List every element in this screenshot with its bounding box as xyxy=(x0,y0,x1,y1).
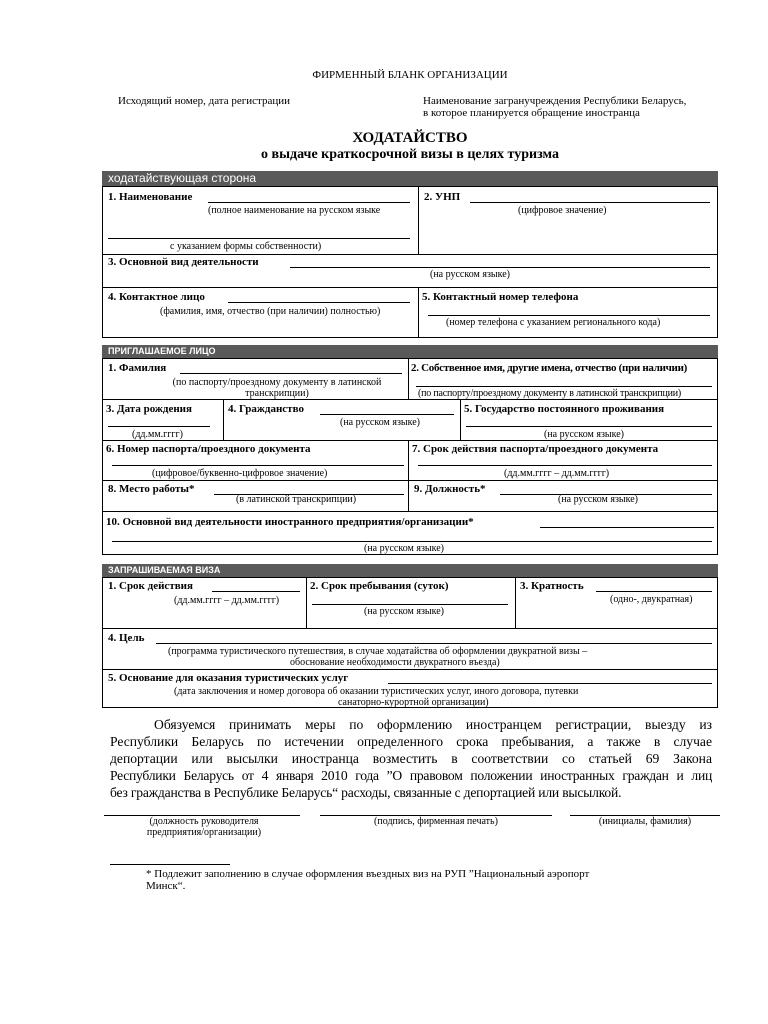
input-line-birth-date[interactable] xyxy=(108,426,210,427)
divider xyxy=(102,440,718,441)
input-line-stay-duration[interactable] xyxy=(312,604,508,605)
hint-multiplicity: (одно-, двукратная) xyxy=(610,594,693,605)
field-label-surname: 1. Фамилия xyxy=(108,362,167,374)
divider xyxy=(460,399,461,440)
field-label-stay-duration: 2. Срок пребывания (суток) xyxy=(310,580,449,592)
divider xyxy=(306,577,307,628)
footnote-line-2: Минск“. xyxy=(146,880,186,892)
divider xyxy=(408,440,409,511)
hint-birth-date: (дд.мм.гггг) xyxy=(132,429,183,440)
input-line-surname[interactable] xyxy=(180,373,402,374)
caption-signature: (подпись, фирменная печать) xyxy=(374,816,498,827)
embassy-label-line2: в которое планируется обращение иностранца xyxy=(423,107,640,119)
field-label-citizenship: 4. Гражданство xyxy=(228,403,304,415)
hint-stay-duration: (на русском языке) xyxy=(364,606,444,617)
commitment-line: Республики Беларусь от 4 января 2010 года ”О правовом положении иностранных граждан и лиц xyxy=(110,768,712,783)
field-label-name: 1. Наименование xyxy=(108,191,193,203)
hint-contact: (фамилия, имя, отчество (при наличии) полностью) xyxy=(160,306,381,317)
commitment-line: без гражданства в Республике Беларусь“ расходы, связанные с депортацией или высылкой. xyxy=(110,785,622,800)
field-label-unp: 2. УНП xyxy=(424,191,461,203)
caption-position-2: предприятия/организации) xyxy=(146,827,262,838)
input-line-passport-validity[interactable] xyxy=(418,465,712,466)
hint-name-2: с указанием формы собственности) xyxy=(170,241,322,252)
footnote-line-1: * Подлежит заполнению в случае оформления въездных виз на РУП ”Национальный аэропорт xyxy=(146,868,590,880)
divider xyxy=(102,628,718,629)
hint-position: (на русском языке) xyxy=(558,494,638,505)
divider xyxy=(408,358,409,399)
field-label-residence: 5. Государство постоянного проживания xyxy=(464,403,665,415)
commitment-line: Республики Беларусь по истечении определенного срока пребывания, а также в случае xyxy=(110,734,712,749)
divider xyxy=(102,399,718,400)
hint-tourist-basis-1: (дата заключения и номер договора об оказании туристических услуг, иного договора, путевки xyxy=(174,686,579,697)
hint-visa-validity: (дд.мм.гггг – дд.мм.гггг) xyxy=(174,595,280,606)
divider xyxy=(418,287,419,338)
input-line-tourist-basis[interactable] xyxy=(388,683,712,684)
hint-given-names: (по паспорту/проездному документу в латинской транскрипции) xyxy=(418,388,682,399)
outgoing-number-label: Исходящий номер, дата регистрации xyxy=(118,95,291,107)
input-line-name[interactable] xyxy=(208,202,410,203)
field-label-given-names: 2. Собственное имя, другие имена, отчество (при наличии) xyxy=(411,362,687,374)
divider xyxy=(102,287,718,288)
divider xyxy=(515,577,516,628)
field-label-purpose: 4. Цель xyxy=(108,632,145,644)
input-line-multiplicity[interactable] xyxy=(596,591,712,592)
input-line-activity[interactable] xyxy=(290,267,710,268)
field-label-workplace: 8. Место работы* xyxy=(108,483,195,495)
letterhead-title: ФИРМЕННЫЙ БЛАНК ОРГАНИЗАЦИИ xyxy=(312,69,508,81)
field-label-passport-validity: 7. Срок действия паспорта/проездного документа xyxy=(412,443,659,455)
hint-activity: (на русском языке) xyxy=(430,269,510,280)
field-label-visa-validity: 1. Срок действия xyxy=(108,580,193,592)
field-label-activity: 3. Основной вид деятельности xyxy=(108,256,259,268)
divider xyxy=(223,399,224,440)
hint-surname-1: (по паспорту/проездному документу в латинской xyxy=(172,377,382,388)
commitment-line: депортации или высылки иностранца возместить в соответствии со статьей 69 Закона xyxy=(110,751,712,766)
caption-position-1: (должность руководителя xyxy=(149,816,259,827)
input-line-passport-number[interactable] xyxy=(112,465,404,466)
hint-passport-validity: (дд.мм.гггг – дд.мм.гггг) xyxy=(504,468,610,479)
divider xyxy=(102,669,718,670)
hint-purpose-2: обоснование необходимости двукратного въезда) xyxy=(290,657,500,668)
input-line-phone[interactable] xyxy=(428,315,710,316)
hint-foreign-activity: (на русском языке) xyxy=(364,543,444,554)
caption-initials: (инициалы, фамилия) xyxy=(598,816,692,827)
hint-citizenship: (на русском языке) xyxy=(340,417,420,428)
embassy-label-line1: Наименование загранучреждения Республики Беларусь, xyxy=(423,95,687,107)
input-line-residence[interactable] xyxy=(466,426,712,427)
input-line-foreign-activity[interactable] xyxy=(540,527,714,528)
hint-passport-number: (цифровое/буквенно-цифровое значение) xyxy=(152,468,328,479)
hint-unp: (цифровое значение) xyxy=(518,205,607,216)
input-line-purpose[interactable] xyxy=(156,643,712,644)
divider xyxy=(102,254,718,255)
divider xyxy=(418,186,419,254)
input-line-given-names[interactable] xyxy=(416,386,712,387)
footnote-separator xyxy=(110,864,230,865)
field-label-contact: 4. Контактное лицо xyxy=(108,291,205,303)
field-label-position: 9. Должность* xyxy=(414,483,486,495)
input-line-citizenship[interactable] xyxy=(320,414,454,415)
document-subtitle: о выдаче краткосрочной визы в целях туризма xyxy=(261,147,559,162)
input-line-contact[interactable] xyxy=(228,302,410,303)
section-applicant-header: ходатайствующая сторона xyxy=(102,171,718,186)
field-label-tourist-basis: 5. Основание для оказания туристических услуг xyxy=(108,672,349,684)
hint-name-1: (полное наименование на русском языке xyxy=(208,205,381,216)
divider xyxy=(102,511,718,512)
divider xyxy=(102,480,718,481)
commitment-line: Обязуемся принимать меры по оформлению иностранцем регистрации, выезду из xyxy=(154,717,712,732)
hint-purpose-1: (программа туристического путешествия, в случае ходатайства об оформлении двукратной визы – xyxy=(168,646,588,657)
hint-residence: (на русском языке) xyxy=(544,429,624,440)
section-invitee-header: ПРИГЛАШАЕМОЕ ЛИЦО xyxy=(102,345,718,358)
hint-phone: (номер телефона с указанием регионального кода) xyxy=(446,317,661,328)
field-label-phone: 5. Контактный номер телефона xyxy=(422,291,579,303)
section-visa-header: ЗАПРАШИВАЕМАЯ ВИЗА xyxy=(102,564,718,577)
commitment-paragraph xyxy=(110,716,712,801)
document-title: ХОДАТАЙСТВО xyxy=(352,130,468,146)
input-line-visa-validity[interactable] xyxy=(212,591,300,592)
hint-workplace: (в латинской транскрипции) xyxy=(236,494,357,505)
input-line-name-2[interactable] xyxy=(108,238,410,239)
input-line-unp[interactable] xyxy=(470,202,710,203)
field-label-multiplicity: 3. Кратность xyxy=(520,580,584,592)
field-label-birth-date: 3. Дата рождения xyxy=(106,403,192,415)
hint-surname-2: транскрипции) xyxy=(245,388,309,399)
field-label-passport-number: 6. Номер паспорта/проездного документа xyxy=(106,443,311,455)
input-line-foreign-activity-2[interactable] xyxy=(112,541,712,542)
hint-tourist-basis-2: санаторно-курортной организации) xyxy=(338,697,489,708)
field-label-foreign-activity: 10. Основной вид деятельности иностранного предприятия/организации* xyxy=(106,516,474,528)
